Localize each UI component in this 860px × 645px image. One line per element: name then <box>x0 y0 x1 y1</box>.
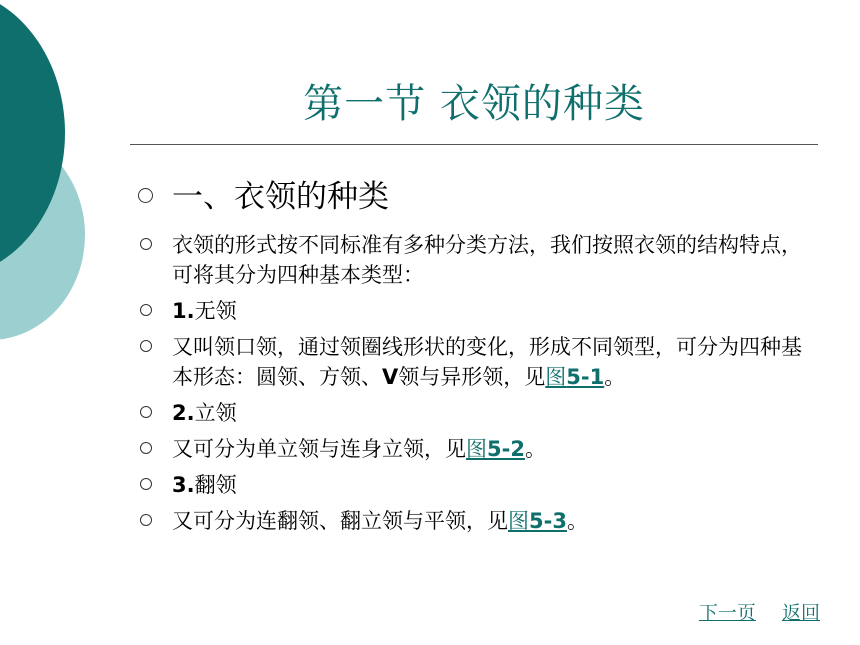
list-item-type1-desc <box>138 332 818 392</box>
list-item-intro <box>138 230 818 290</box>
type1-number: 1. <box>172 299 195 323</box>
type2-description <box>172 434 818 464</box>
figure-link-number: 5-3 <box>529 509 567 533</box>
type3-end: 。 <box>566 509 588 533</box>
type1-title <box>172 296 818 326</box>
figure-link-number: 5-2 <box>487 437 525 461</box>
slide-navigation <box>679 598 820 625</box>
bullet-circle-icon <box>140 478 152 490</box>
bullet-circle-icon <box>140 406 152 418</box>
bullet-circle-icon <box>140 238 152 250</box>
decor-circle-dark <box>0 0 65 278</box>
type2-number: 2. <box>172 401 195 425</box>
figure-5-2-link[interactable] <box>466 437 525 461</box>
type1-desc-v: V <box>382 365 399 389</box>
bullet-circle-icon <box>140 340 152 352</box>
section-heading: 一、衣领的种类 <box>172 179 389 215</box>
bullet-circle-icon <box>138 188 153 203</box>
type3-label: 翻领 <box>194 473 237 497</box>
type1-desc-b: 领与异形领，见 <box>398 365 546 389</box>
slide-title: 第一节 衣领的种类 <box>303 81 645 127</box>
figure-5-3-link[interactable] <box>508 509 567 533</box>
bullet-circle-icon <box>140 304 152 316</box>
bullet-circle-icon <box>140 514 152 526</box>
back-link[interactable]: 返回 <box>781 602 820 624</box>
type1-end: 。 <box>604 365 626 389</box>
type2-desc: 又可分为单立领与连身立领，见 <box>172 437 466 461</box>
list-item-type2 <box>138 398 818 428</box>
list-item-type3-desc <box>138 506 818 536</box>
type1-desc-a: 又叫领口领，通过领圈线形状的变化，形成不同领型，可分为四种基本形态：圆领、方领、 <box>172 335 802 389</box>
type2-end: 。 <box>524 437 546 461</box>
list-item-type3 <box>138 470 818 500</box>
type3-title <box>172 470 818 500</box>
list-item-heading <box>138 176 818 218</box>
type1-label: 无领 <box>194 299 237 323</box>
type1-description <box>172 332 818 392</box>
type3-desc: 又可分为连翻领、翻立领与平领，见 <box>172 509 508 533</box>
figure-5-1-link[interactable] <box>545 365 604 389</box>
type2-title <box>172 398 818 428</box>
type3-number: 3. <box>172 473 195 497</box>
intro-text: 衣领的形式按不同标准有多种分类方法，我们按照衣领的结构特点，可将其分为四种基本类型： <box>172 233 802 287</box>
figure-link-prefix: 图 <box>508 509 529 533</box>
figure-link-number: 5-1 <box>566 365 605 389</box>
figure-link-prefix: 图 <box>466 437 487 461</box>
type3-description <box>172 506 818 536</box>
decor-circle-light <box>0 130 85 340</box>
list-item-type1 <box>138 296 818 326</box>
type2-label: 立领 <box>194 401 237 425</box>
bullet-list <box>138 176 818 542</box>
title-divider <box>130 144 818 145</box>
next-page-link[interactable]: 下一页 <box>698 602 756 624</box>
bullet-circle-icon <box>140 442 152 454</box>
figure-link-prefix: 图 <box>545 365 567 389</box>
list-item-type2-desc <box>138 434 818 464</box>
